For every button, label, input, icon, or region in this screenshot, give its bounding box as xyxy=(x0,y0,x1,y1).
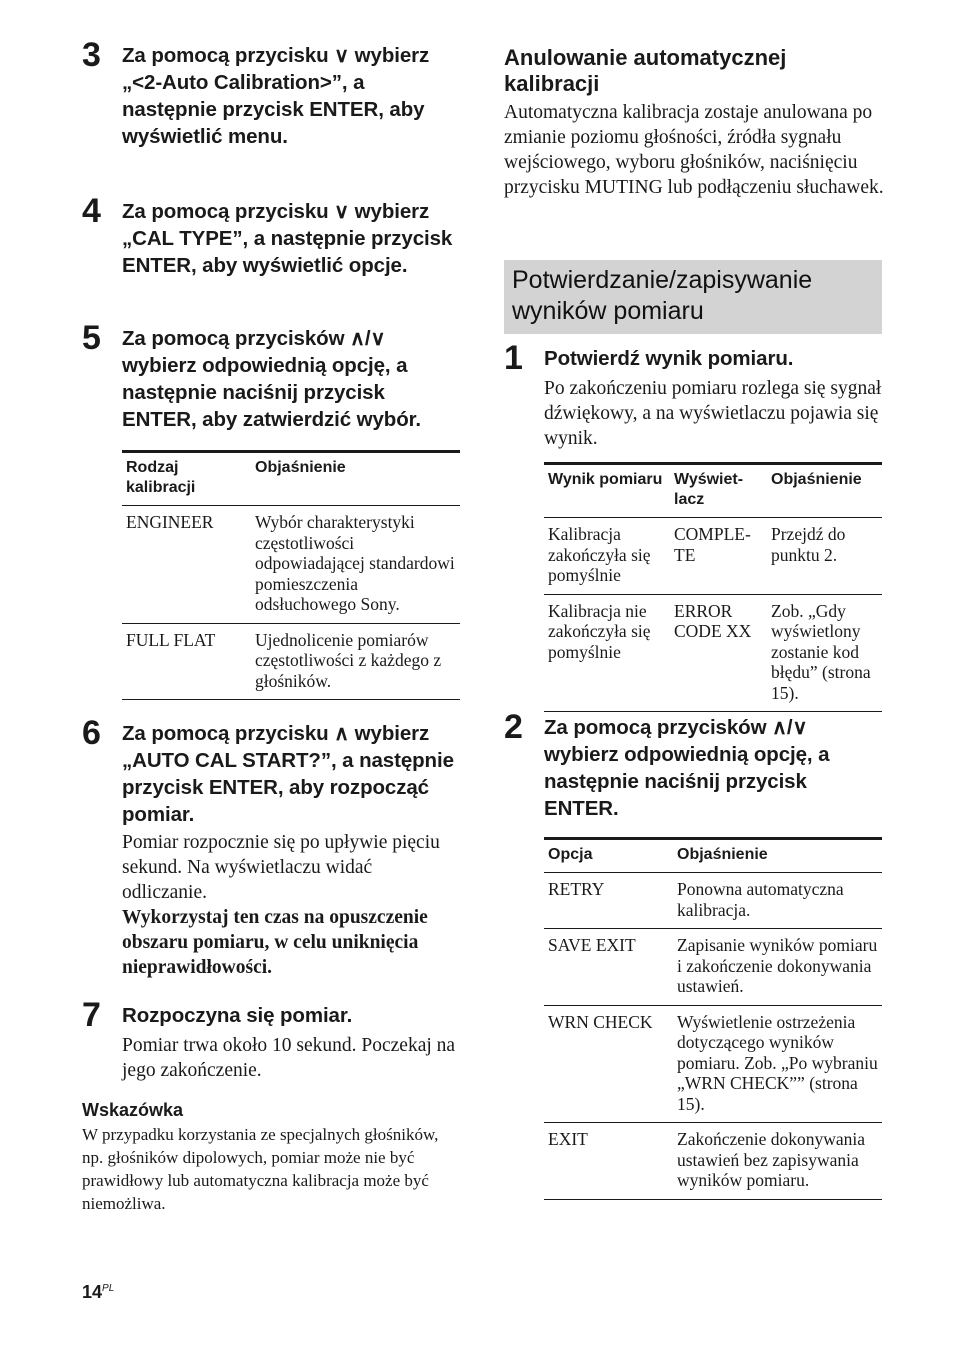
tip-text: W przypadku korzystania ze specjalnych głośników, np. głośników dipolowych, pomiar może nie być prawidłowy lub automatyczna kalibracja może być niemożliwa. xyxy=(82,1125,439,1213)
table-header: Objaśnienie xyxy=(673,839,882,873)
step-warning: Wykorzystaj ten czas na opuszczenie obszaru pomiaru, w celu uniknięcia nieprawidłowości. xyxy=(122,907,428,978)
table-header: Wyświet-lacz xyxy=(670,464,767,518)
page-number xyxy=(82,1282,114,1303)
table-cell: Zakończenie dokonywania ustawień bez zapisywania wyników pomiaru. xyxy=(673,1123,882,1200)
section-title: Potwierdzanie/zapisywanie wyników pomiaru xyxy=(512,266,813,325)
step-1 xyxy=(504,339,884,451)
table-cell: ENGINEER xyxy=(122,506,251,624)
step-number: 6 xyxy=(82,714,101,752)
step-heading: Za pomocą przycisków ∧/∨ wybierz odpowiednią opcję, a następnie naciśnij przycisk ENTER, aby zatwierdzić wybór. xyxy=(122,327,421,431)
table-row xyxy=(544,1123,882,1200)
table-cell: EXIT xyxy=(544,1123,673,1200)
table-cell: FULL FLAT xyxy=(122,623,251,700)
step-text: Pomiar trwa około 10 sekund. Poczekaj na jego zakończenie. xyxy=(122,1035,456,1081)
table-cell: Wyświetlenie ostrzeżenia dotyczącego wyników pomiaru. Zob. „Po wybraniu „WRN CHECK”” (strona 15). xyxy=(673,1005,882,1123)
table-row xyxy=(544,873,882,929)
step-heading: Potwierdź wynik pomiaru. xyxy=(544,347,794,370)
step-number: 3 xyxy=(82,36,101,74)
table-row xyxy=(544,929,882,1006)
table-cell: ERROR CODE XX xyxy=(670,594,767,712)
table-header: Wynik pomiaru xyxy=(544,464,670,518)
table-header: Opcja xyxy=(544,839,673,873)
step-number: 5 xyxy=(82,319,101,357)
calibration-type-table-wrap xyxy=(122,450,460,700)
calibration-type-table xyxy=(122,450,460,700)
step-2 xyxy=(504,708,884,822)
step-text: Po zakończeniu pomiaru rozlega się sygnał dźwiękowy, a na wyświetlaczu pojawia się wynik. xyxy=(544,378,882,449)
table-cell: Ujednolicenie pomiarów częstotliwości z każdego z głośników. xyxy=(251,623,460,700)
result-table-wrap xyxy=(544,462,882,712)
table-row xyxy=(544,1005,882,1123)
step-heading: Za pomocą przycisku ∨ wybierz „<2-Auto Calibration>”, a następnie przycisk ENTER, aby wyświetlić menu. xyxy=(122,44,430,148)
step-body xyxy=(122,830,462,980)
page-language: PL xyxy=(102,1283,115,1294)
step-number: 1 xyxy=(504,339,523,377)
table-row xyxy=(544,518,882,595)
step-number: 7 xyxy=(82,996,101,1034)
table-cell: Kalibracja nie zakończyła się pomyślnie xyxy=(544,594,670,712)
table-row xyxy=(122,506,460,624)
result-table xyxy=(544,462,882,712)
step-4 xyxy=(82,192,462,279)
table-cell: Zob. „Gdy wyświetlony zostanie kod błędu” (strona 15). xyxy=(767,594,882,712)
table-cell: Ponowna automatyczna kalibracja. xyxy=(673,873,882,929)
step-text: Pomiar rozpocznie się po upływie pięciu sekund. Na wyświetlaczu widać odliczanie. xyxy=(122,832,440,903)
table-header: Objaśnienie xyxy=(767,464,882,518)
table-header: Rodzaj kalibracji xyxy=(122,452,251,506)
option-table-wrap xyxy=(544,837,882,1200)
page-number-value: 14 xyxy=(82,1282,103,1302)
table-cell: SAVE EXIT xyxy=(544,929,673,1006)
step-5 xyxy=(82,319,462,433)
step-heading: Rozpoczyna się pomiar. xyxy=(122,1004,353,1027)
table-header: Objaśnienie xyxy=(251,452,460,506)
table-row xyxy=(122,623,460,700)
table-cell: RETRY xyxy=(544,873,673,929)
table-header-row xyxy=(544,464,882,518)
section-title-box xyxy=(504,260,882,334)
table-row xyxy=(544,594,882,712)
table-cell: Zapisanie wyników pomiaru i zakończenie dokonywania ustawień. xyxy=(673,929,882,1006)
tip-heading: Wskazówka xyxy=(82,1100,184,1120)
table-header-row xyxy=(122,452,460,506)
table-cell: Przejdź do punktu 2. xyxy=(767,518,882,595)
table-cell: COMPLE-TE xyxy=(670,518,767,595)
table-header-row xyxy=(544,839,882,873)
step-3 xyxy=(82,36,462,150)
step-heading: Za pomocą przycisków ∧/∨ wybierz odpowiednią opcję, a następnie naciśnij przycisk ENTER. xyxy=(544,716,830,820)
table-cell: Wybór charakterystyki częstotliwości odpowiadającej standardowi pomieszczenia odsłuchowego Sony. xyxy=(251,506,460,624)
step-heading: Za pomocą przycisku ∨ wybierz „CAL TYPE”, a następnie przycisk ENTER, aby wyświetlić opcje. xyxy=(122,200,453,277)
step-heading: Za pomocą przycisku ∧ wybierz „AUTO CAL START?”, a następnie przycisk ENTER, aby rozpocząć pomiar. xyxy=(122,722,454,826)
cancel-heading: Anulowanie automatycznej kalibracji xyxy=(504,45,787,96)
step-6 xyxy=(82,714,462,980)
cancel-text: Automatyczna kalibracja zostaje anulowana po zmianie poziomu głośności, źródła sygnału wejściowego, wyboru głośników, naciśnięciu przycisku MUTING lub podłączeniu słuchawek. xyxy=(504,102,884,198)
option-table xyxy=(544,837,882,1200)
table-cell: WRN CHECK xyxy=(544,1005,673,1123)
step-7 xyxy=(82,996,462,1083)
step-number: 2 xyxy=(504,708,523,746)
step-number: 4 xyxy=(82,192,101,230)
table-cell: Kalibracja zakończyła się pomyślnie xyxy=(544,518,670,595)
